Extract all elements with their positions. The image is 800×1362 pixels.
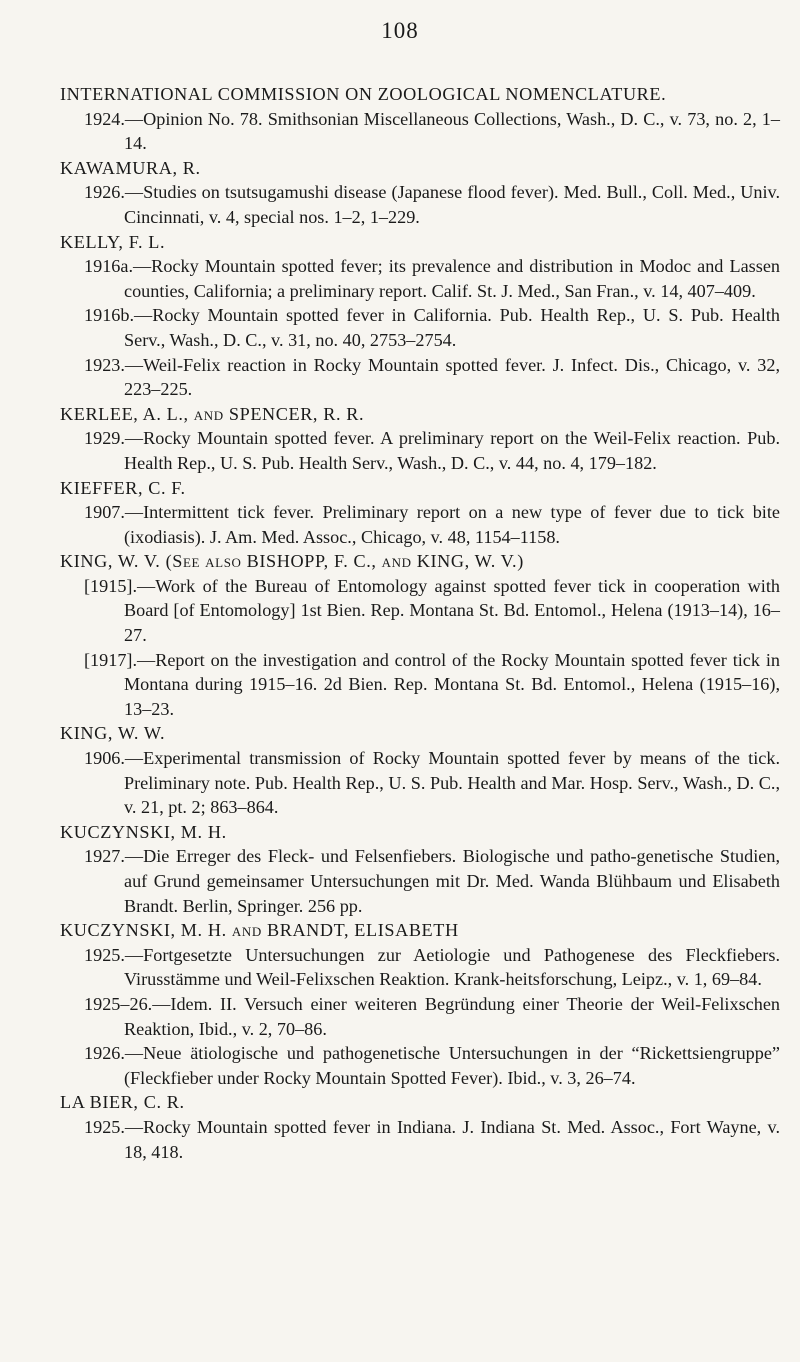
citation-entry: 1923.—Weil-Felix reaction in Rocky Mountain spotted fever. J. Infect. Dis., Chicago, v. 32, 223–225. xyxy=(84,354,780,400)
author-heading: KIEFFER, C. F. xyxy=(60,477,186,498)
citation-entry: 1929.—Rocky Mountain spotted fever. A preliminary report on the Weil-Felix reaction. Pub. Health Rep., U. S. Pub. Health Serv., Wash., D. C., v. 44, no. 4, 179–182. xyxy=(84,428,780,473)
page-number: 108 xyxy=(381,18,419,43)
citation-entry: 1916b.—Rocky Mountain spotted fever in California. Pub. Health Rep., U. S. Pub. Health Serv., Wash., D. C., v. 31, no. 40, 2753–2754. xyxy=(84,305,780,350)
citation-entry: [1917].—Report on the investigation and control of the Rocky Mountain spotted fever tick in Montana during 1915–16. 2d Bien. Rep. Montana St. Bd. Entomol., Helena (1915–16), 13–23. xyxy=(84,649,780,719)
citation-entry: 1925–26.—Idem. II. Versuch einer weiteren Begründung einer Theorie der Weil-Felixschen Reaktion, Ibid., v. 2, 70–86. xyxy=(84,993,780,1039)
citation-entry: 1907.—Intermittent tick fever. Preliminary report on a new type of fever due to tick bite (ixodiasis). J. Am. Med. Assoc., Chicago, v. 48, 1154–1158. xyxy=(84,502,780,547)
author-heading: KAWAMURA, R. xyxy=(60,157,201,178)
citation-entry: 1916a.—Rocky Mountain spotted fever; its prevalence and distribution in Modoc and Lassen counties, California; a preliminary report. Calif. St. J. Med., San Fran., v. 14, 407–409. xyxy=(84,256,780,301)
citation-entry: 1925.—Fortgesetzte Untersuchungen zur Aetiologie und Pathogenese des Fleckfiebers. Virusstämme und Weil-Felixschen Reaktion. Krank-heitsforschung, Leipz., v. 1, 69–84. xyxy=(84,944,780,990)
author-heading: KUCZYNSKI, M. H. and BRANDT, ELISABETH xyxy=(60,920,459,941)
citation-entry: 1924.—Opinion No. 78. Smithsonian Miscellaneous Collections, Wash., D. C., v. 73, no. 2, 1–14. xyxy=(84,108,780,154)
author-heading: KING, W. V. (See also BISHOPP, F. C., and KING, W. V.) xyxy=(60,551,524,572)
author-heading: INTERNATIONAL COMMISSION ON ZOOLOGICAL NOMENCLATURE. xyxy=(60,84,667,104)
bibliography-list xyxy=(60,82,780,1164)
citation-entry: 1926.—Studies on tsutsugamushi disease (Japanese flood fever). Med. Bull., Coll. Med., Univ. Cincinnati, v. 4, special nos. 1–2, 1–229. xyxy=(84,182,780,227)
author-heading: KING, W. W. xyxy=(60,723,166,744)
author-heading: KERLEE, A. L., and SPENCER, R. R. xyxy=(60,403,365,424)
author-heading: LA BIER, C. R. xyxy=(60,1092,185,1113)
citation-entry: 1926.—Neue ätiologische und pathogenetische Untersuchungen in der “Rickettsiengruppe” (Fleckfieber under Rocky Mountain Spotted Fever). Ibid., v. 3, 26–74. xyxy=(84,1043,780,1088)
citation-entry: 1906.—Experimental transmission of Rocky Mountain spotted fever by means of the tick. Preliminary note. Pub. Health Rep., U. S. Pub. Health and Mar. Hosp. Serv., Wash., D. C., v. 21, pt. 2; 863–864. xyxy=(84,748,780,818)
citation-entry: [1915].—Work of the Bureau of Entomology against spotted fever tick in cooperation with Board [of Entomology] 1st Bien. Rep. Montana St. Bd. Entomol., Helena (1913–14), 16–27. xyxy=(84,575,780,646)
author-heading: KUCZYNSKI, M. H. xyxy=(60,821,227,842)
citation-entry: 1925.—Rocky Mountain spotted fever in Indiana. J. Indiana St. Med. Assoc., Fort Wayne, v. 18, 418. xyxy=(84,1116,780,1162)
author-heading: KELLY, F. L. xyxy=(60,231,166,252)
citation-entry: 1927.—Die Erreger des Fleck- und Felsenfiebers. Biologische und patho-genetische Studien, auf Grund gemeinsamer Untersuchungen mit Dr. Med. Wanda Blühbaum und Elisabeth Brandt. Berlin, Springer. 256 pp. xyxy=(84,846,780,916)
